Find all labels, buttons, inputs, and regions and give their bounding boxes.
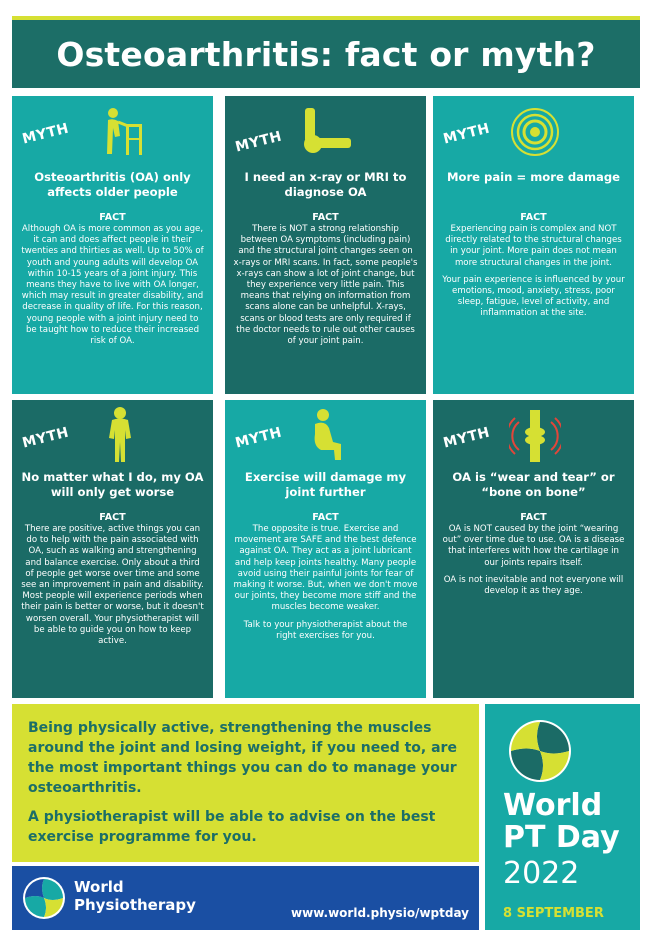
card-title: OA is “wear and tear” or “bone on bone” [452,470,615,499]
fact-text [233,224,418,353]
fact-text [441,524,626,603]
fact-paragraph: There are positive, active things you can do to help with the pain associated with OA, such as walking and strengthening and balance exercise. Only about a third of people get worse over time and some see an improvement in pain and disability. Most people will experience periods when their pain is better or worse, but it doesn't worsen overall. Your physiotherapist will be able to guide you on how to keep active. [21,524,204,647]
footer-bar [12,866,479,930]
world-pt-day-panel [485,704,640,930]
world-physiotherapy-logo-icon [22,876,66,920]
crouching-person-icon [303,408,351,464]
fact-paragraph: Talk to your physiotherapist about the right exercises for you. [243,619,408,641]
org-name-line: Physiotherapy [74,896,196,914]
fact-heading: FACT [520,212,547,223]
myth-label: MYTH [441,424,492,452]
org-name [74,878,196,914]
fact-text [20,524,205,653]
fact-text [441,224,626,326]
fact-paragraph: Although OA is more common as you age, it can and does affect people in their twenties and thirties as well. Up to 50% of youth and young adults will develop OA within 10-15 years of a joint injury. This means they have to live with OA longer, which may result in greater disability, and decrease in quality of life. For this reason, young people with a joint injury need to be taught how to reduce their increased risk of OA. [21,224,204,347]
fact-paragraph: Experiencing pain is complex and NOT directly related to the structural changes in your joint. More pain does not mean more structural changes in the joint. [445,224,622,268]
fact-paragraph: The opposite is true. Exercise and movement are SAFE and the best defence against OA. They act as a joint lubricant and help keep joints healthy. Many people avoid using their painful joints for fear of making it worse. But, when we don't move our joints, they become more stiff and the muscles become weaker. [233,524,418,613]
fact-text [20,224,205,353]
event-name-line: PT Day [503,820,620,855]
fact-text [233,524,418,648]
card-title: I need an x-ray or MRI to diagnose OA [244,170,407,199]
myth-card-more-pain [433,96,634,394]
org-name-line: World [74,878,124,896]
myth-card-older-people [12,96,213,394]
fact-paragraph: There is NOT a strong relationship between OA symptoms (including pain) and the structural joint changes seen on x-rays or MRI scans. In fact, some people's x-rays can show a lot of joint change, but they experience very little pain. This means that relying on information from scans alone can be unhelpful. X-rays, scans or blood tests are only required if the doctor needs to rule out other causes of your joint pain. [233,224,418,347]
fact-heading: FACT [99,512,126,523]
website-link[interactable]: www.world.physio/wptday [291,906,469,920]
standing-person-icon [98,406,142,464]
walker-person-icon [98,106,150,158]
page-title: Osteoarthritis: fact or myth? [56,34,596,74]
fact-heading: FACT [312,212,339,223]
event-name-line: World [503,788,603,823]
elbow-joint-icon [301,106,355,158]
myth-card-exercise [225,400,426,698]
myth-label: MYTH [20,424,71,452]
pain-rings-icon [509,106,561,158]
card-title: Exercise will damage my joint further [244,470,407,499]
myth-card-only-worse [12,400,213,698]
card-title: Osteoarthritis (OA) only affects older people [34,170,191,199]
key-message-panel [12,704,479,862]
fact-paragraph: Your pain experience is influenced by your emotions, mood, anxiety, stress, poor sleep, fatigue, level of activity, and inflammation at the site. [442,274,625,319]
fact-paragraph: OA is not inevitable and not everyone will develop it as they age. [443,574,624,597]
fact-heading: FACT [99,212,126,223]
event-name [503,790,620,854]
card-title: More pain = more damage [446,170,621,184]
myth-card-xray-mri [225,96,426,394]
card-title: No matter what I do, my OA will only get worse [21,470,204,499]
fact-paragraph: OA is NOT caused by the joint “wearing out” over time due to use. OA is a disease that interferes with how the cartilage in our joints repairs itself. [442,524,625,568]
myth-card-wear-and-tear [433,400,634,698]
key-message-paragraph: A physiotherapist will be able to advise on the best exercise programme for you. [28,809,436,845]
event-year: 2022 [503,856,580,891]
myth-label: MYTH [233,128,284,156]
fact-heading: FACT [520,512,547,523]
title-banner [12,16,640,88]
myth-label: MYTH [20,120,71,148]
key-message-paragraph: Being physically active, strengthening the muscles around the joint and losing weight, if you need to, are the most important things you can do to manage your osteoarthritis. [28,720,457,796]
event-date: 8 SEPTEMBER [503,906,604,921]
myth-label: MYTH [233,424,284,452]
world-pt-day-logo-icon [507,718,573,784]
myth-label: MYTH [441,120,492,148]
knee-joint-icon [509,408,561,464]
fact-heading: FACT [312,512,339,523]
